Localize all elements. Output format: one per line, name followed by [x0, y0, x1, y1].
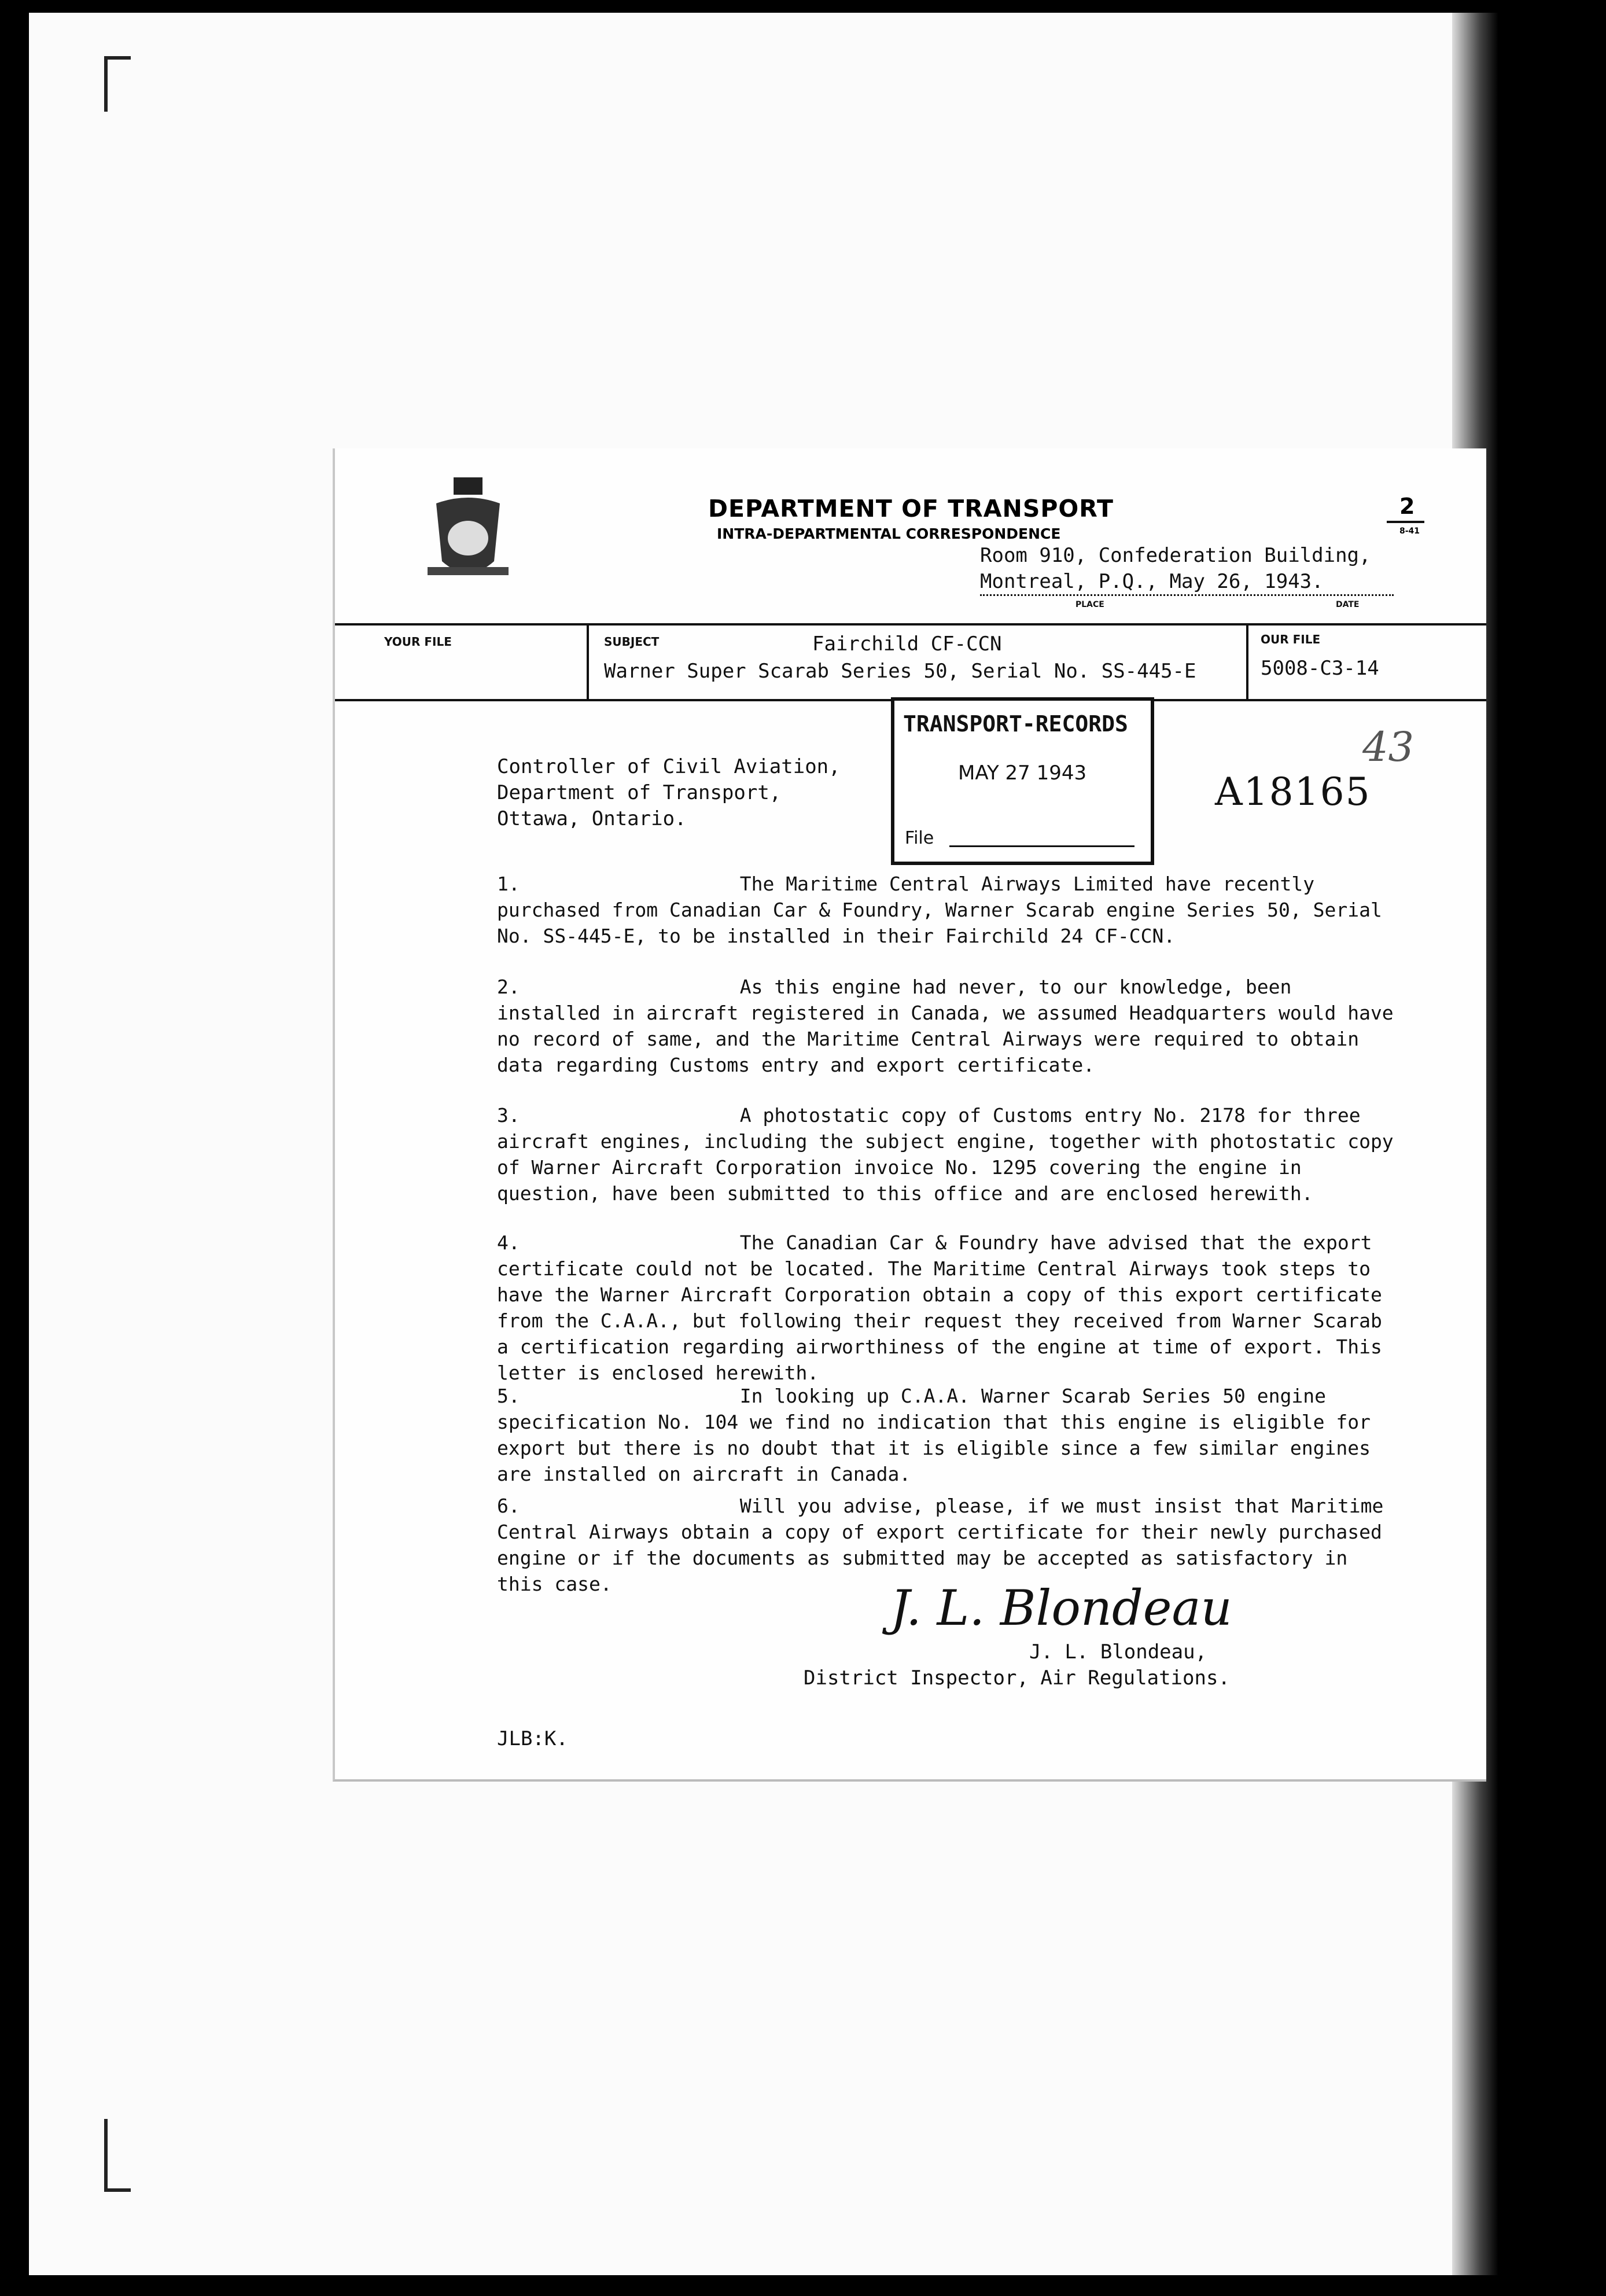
stamp-date: MAY 27 1943 [958, 761, 1087, 785]
paragraph-text: Will you advise, please, if we must insist that Maritime Central Airways obtain a copy of export certificate for their newly purchased engine or if the documents as submitted may be accepted as satisfactory in this case. [497, 1495, 1384, 1595]
paragraph-text: As this engine had never, to our knowledge, been installed in aircraft registered in Canada, we assumed Headquarters would have no record of same, and the Maritime Central Airways were required to obtain data regarding Customs entry and export certificate. [497, 976, 1394, 1076]
paragraph-text: In looking up C.A.A. Warner Scarab Series 50 engine specification No. 104 we find no indication that this engine is eligible for export but there is no doubt that it is eligible since a few similar engines are installed on aircraft in Canada. [497, 1385, 1371, 1485]
coat-of-arms-emblem [419, 474, 517, 590]
transport-records-stamp [891, 697, 1154, 865]
paragraph-3 [497, 1102, 1399, 1206]
paragraph-number: 1. [497, 873, 520, 895]
subject-line-2: Warner Super Scarab Series 50, Serial No. SS-445-E [604, 660, 1196, 683]
margin-note: 43 [1362, 723, 1415, 771]
paragraph-number: 5. [497, 1385, 520, 1407]
subject-box-top [335, 623, 1486, 625]
paragraph-number: 3. [497, 1104, 520, 1127]
subject-line-1: Fairchild CF-CCN [812, 632, 1002, 656]
addressee-line-1: Controller of Civil Aviation, [497, 755, 841, 778]
subject-label: SUBJECT [604, 635, 660, 649]
addressee-line-3: Ottawa, Ontario. [497, 807, 687, 830]
subject-box-divider-1 [587, 623, 589, 701]
date-label: DATE [1336, 600, 1360, 609]
our-file-label: OUR FILE [1261, 632, 1321, 646]
stamp-file-rule [949, 845, 1134, 847]
paragraph-number: 6. [497, 1495, 520, 1517]
place-dotted-rule [980, 594, 1394, 596]
paragraph-text: The Canadian Car & Foundry have advised that the export certificate could not be located. The Maritime Central Airways took steps to have the Warner Aircraft Corporation obtain a copy of this export certificate from the C.A.A., but following their request they received from Warner Scarab a certification regarding airworthiness of the engine at time of export. This letter is enclosed herewith. [497, 1231, 1382, 1384]
typed-name: J. L. Blondeau, [1029, 1640, 1207, 1664]
paragraph-5 [497, 1383, 1399, 1487]
paragraph-number: 4. [497, 1231, 520, 1254]
paragraph-text: A photostatic copy of Customs entry No. 2178 for three aircraft engines, including the subject engine, together with photostatic copy of Warner Aircraft Corporation invoice No. 1295 covering the engine in question, have been submitted to this office and are enclosed herewith. [497, 1104, 1394, 1205]
department-title: DEPARTMENT OF TRANSPORT [708, 495, 1114, 523]
correspondence-subtitle: INTRA-DEPARTMENTAL CORRESPONDENCE [717, 525, 1061, 542]
addressee-line-2: Department of Transport, [497, 781, 782, 804]
reference-number: A18165 [1215, 770, 1371, 814]
stamp-file-label: File [905, 828, 934, 848]
handwritten-signature: J. L. Blondeau [890, 1580, 1232, 1636]
subject-box-divider-2 [1246, 623, 1248, 701]
typist-initials: JLB:K. [497, 1727, 568, 1750]
place-line-1: Room 910, Confederation Building, [980, 544, 1371, 567]
our-file-value: 5008-C3-14 [1261, 657, 1379, 680]
paragraph-text: The Maritime Central Airways Limited have recently purchased from Canadian Car & Foundry, Warner Scarab engine Series 50, Serial No. SS-445-E, to be installed in their Fairchild 24 CF-CCN. [497, 873, 1382, 947]
paragraph-number: 2. [497, 976, 520, 998]
paragraph-1 [497, 871, 1399, 949]
your-file-label: YOUR FILE [384, 635, 452, 649]
signatory-title: District Inspector, Air Regulations. [804, 1666, 1230, 1690]
paragraph-4 [497, 1230, 1399, 1386]
place-line-2: Montreal, P.Q., May 26, 1943. [980, 570, 1324, 593]
paragraph-2 [497, 974, 1399, 1078]
stamp-title: TRANSPORT-RECORDS [903, 711, 1128, 737]
place-label: PLACE [1075, 600, 1104, 609]
page-number-rule [1387, 521, 1424, 523]
crop-mark-bottom-left [104, 2119, 131, 2192]
crop-mark-top-left [104, 56, 131, 112]
letter-page [333, 448, 1486, 1782]
page-number: 2 [1399, 494, 1415, 519]
form-number: 8-41 [1399, 527, 1420, 536]
